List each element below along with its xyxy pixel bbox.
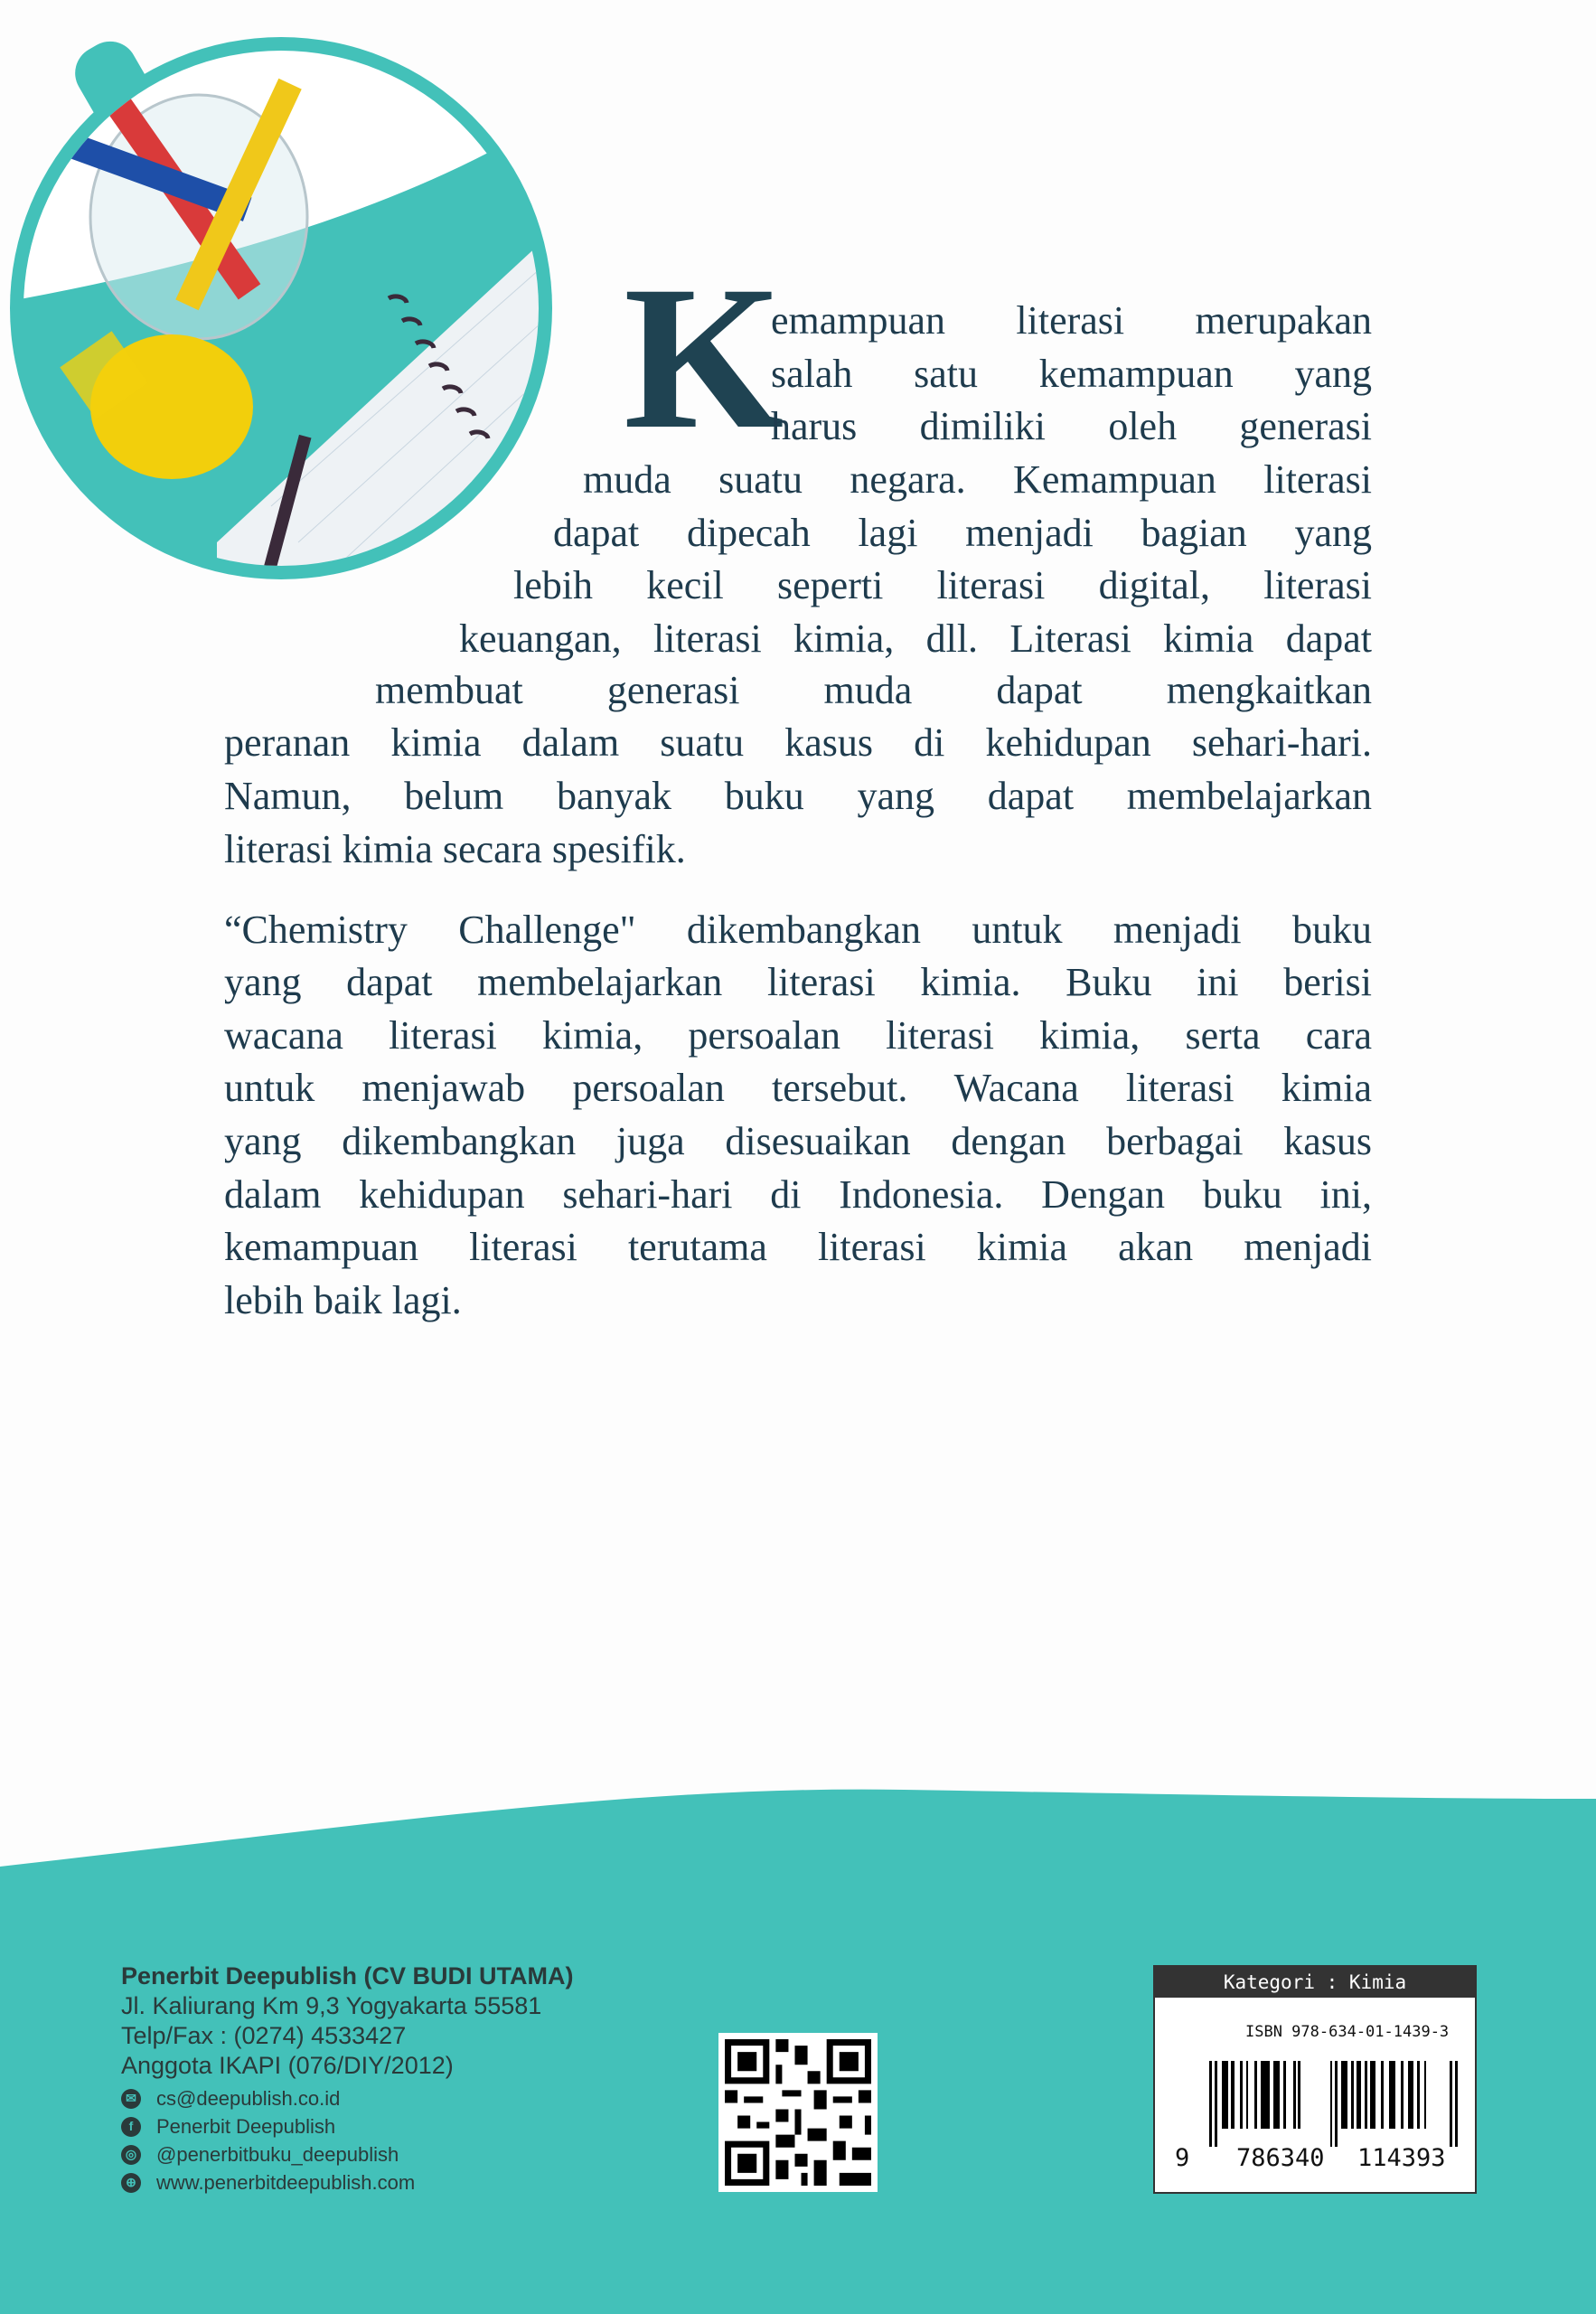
text-line: muda suatu negara. Kemampuan literasi — [583, 457, 1372, 502]
contact-facebook[interactable] — [121, 2112, 574, 2140]
text-line: untuk menjawab persoalan tersebut. Wacana literasi kimia — [224, 1066, 1372, 1110]
contact-instagram[interactable] — [121, 2140, 574, 2168]
barcode-digits-left: 786340 — [1236, 2144, 1325, 2172]
text-line: kemampuan literasi terutama literasi kimia akan menjadi — [224, 1225, 1372, 1269]
text-line: yang dapat membelajarkan literasi kimia. Buku ini berisi — [224, 960, 1372, 1004]
text-line: salah satu kemampuan yang — [771, 352, 1372, 396]
text-line: dalam kehidupan sehari-hari di Indonesia. Dengan buku ini, — [224, 1172, 1372, 1217]
text-line: harus dimiliki oleh generasi — [771, 404, 1372, 448]
contact-text: @penerbitbuku_deepublish — [156, 2143, 399, 2166]
chemistry-illustration — [0, 0, 578, 597]
text-line: literasi kimia secara spesifik. — [224, 827, 686, 871]
instagram-icon: ◎ — [121, 2145, 141, 2165]
text-line: dapat dipecah lagi menjadi bagian yang — [553, 511, 1372, 555]
barcode-digits-right: 114393 — [1357, 2144, 1446, 2172]
publisher-info — [121, 1961, 574, 2196]
text-line: membuat generasi muda dapat mengkaitkan — [375, 668, 1372, 712]
text-line: peranan kimia dalam suatu kasus di kehidupan sehari-hari. — [224, 720, 1372, 765]
text-line: wacana literasi kimia, persoalan literasi kimia, serta cara — [224, 1013, 1372, 1058]
qr-code — [718, 2033, 878, 2192]
text-line: emampuan literasi merupakan — [771, 298, 1372, 343]
contact-text: cs@deepublish.co.id — [156, 2087, 341, 2110]
text-line: lebih kecil seperti literasi digital, literasi — [513, 563, 1372, 607]
email-icon: ✉ — [121, 2089, 141, 2109]
contact-website[interactable] — [121, 2168, 574, 2196]
facebook-icon: f — [121, 2117, 141, 2137]
text-line: yang dikembangkan juga disesuaikan dengan berbagai kasus — [224, 1119, 1372, 1163]
globe-icon: ⊕ — [121, 2173, 141, 2193]
barcode-bars — [1209, 2061, 1462, 2147]
text-line: lebih baik lagi. — [224, 1278, 462, 1322]
text-line: Namun, belum banyak buku yang dapat membelajarkan — [224, 774, 1372, 818]
contact-email[interactable] — [121, 2084, 574, 2112]
text-line: “Chemistry Challenge" dikembangkan untuk menjadi buku — [224, 908, 1372, 952]
category-label: Kategori : Kimia — [1155, 1967, 1475, 1998]
isbn-barcode-box — [1153, 1965, 1477, 2194]
contact-text: www.penerbitdeepublish.com — [156, 2171, 416, 2194]
publisher-name: Penerbit Deepublish (CV BUDI UTAMA) — [121, 1962, 574, 1989]
contact-text: Penerbit Deepublish — [156, 2115, 336, 2138]
publisher-phone: Telp/Fax : (0274) 4533427 — [121, 2022, 407, 2049]
publisher-address: Jl. Kaliurang Km 9,3 Yogyakarta 55581 — [121, 1992, 542, 2019]
barcode-digit-first: 9 — [1175, 2144, 1190, 2172]
isbn-number: ISBN 978-634-01-1439-3 — [1245, 2023, 1450, 2041]
text-line: keuangan, literasi kimia, dll. Literasi kimia dapat — [459, 616, 1372, 661]
publisher-member: Anggota IKAPI (076/DIY/2012) — [121, 2052, 454, 2079]
drop-cap: K — [624, 244, 784, 472]
